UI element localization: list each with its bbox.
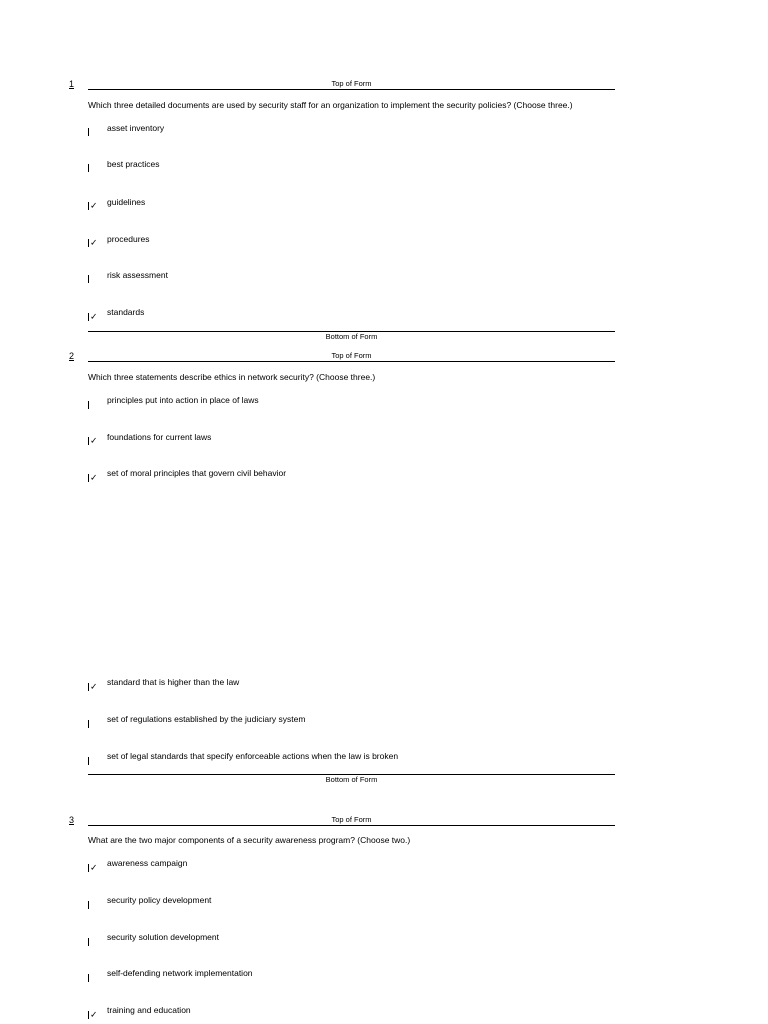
option-label: best practices	[107, 159, 160, 169]
option-checkbox-checked[interactable]	[88, 310, 102, 322]
check-icon: ✓	[90, 472, 98, 483]
question-number[interactable]: 3	[69, 815, 75, 825]
option-checkbox-checked[interactable]	[88, 861, 102, 873]
option-label: foundations for current laws	[107, 432, 212, 442]
option-checkbox[interactable]	[88, 161, 102, 173]
top-of-form-label: Top of Form	[331, 815, 372, 824]
option-checkbox[interactable]	[88, 272, 102, 284]
option-checkbox[interactable]	[88, 398, 102, 410]
option-label: set of regulations established by the judiciary system	[107, 714, 306, 724]
option-checkbox[interactable]	[88, 898, 102, 910]
option-checkbox-checked[interactable]	[88, 199, 102, 211]
option-label: procedures	[107, 234, 150, 244]
question-text: What are the two major components of a security awareness program? (Choose two.)	[88, 835, 411, 845]
option-label: awareness campaign	[107, 858, 188, 868]
check-icon: ✓	[90, 681, 98, 692]
option-checkbox-checked[interactable]	[88, 1008, 102, 1020]
check-icon: ✓	[90, 311, 98, 322]
option-checkbox-checked[interactable]	[88, 434, 102, 446]
option-label: standard that is higher than the law	[107, 677, 240, 687]
top-of-form-rule	[88, 361, 615, 362]
check-icon: ✓	[90, 237, 98, 248]
option-label: set of moral principles that govern civil behavior	[107, 468, 287, 478]
question-number[interactable]: 2	[69, 351, 75, 361]
option-checkbox-checked[interactable]	[88, 471, 102, 483]
check-icon: ✓	[90, 435, 98, 446]
option-label: guidelines	[107, 197, 146, 207]
option-checkbox-checked[interactable]	[88, 236, 102, 248]
option-label: standards	[107, 307, 145, 317]
bottom-of-form-label: Bottom of Form	[325, 775, 378, 784]
option-checkbox[interactable]	[88, 717, 102, 729]
option-label: set of legal standards that specify enforceable actions when the law is broken	[107, 751, 399, 761]
option-checkbox[interactable]	[88, 935, 102, 947]
option-label: security solution development	[107, 932, 219, 942]
option-label: self-defending network implementation	[107, 968, 253, 978]
option-checkbox[interactable]	[88, 971, 102, 983]
option-label: principles put into action in place of laws	[107, 395, 259, 405]
option-label: risk assessment	[107, 270, 168, 280]
top-of-form-label: Top of Form	[331, 79, 372, 88]
option-label: security policy development	[107, 895, 212, 905]
top-of-form-rule	[88, 89, 615, 90]
option-checkbox-checked[interactable]	[88, 680, 102, 692]
question-text: Which three statements describe ethics in network security? (Choose three.)	[88, 372, 376, 382]
option-checkbox[interactable]	[88, 125, 102, 137]
bottom-of-form-label: Bottom of Form	[325, 332, 378, 341]
option-checkbox[interactable]	[88, 754, 102, 766]
option-label: asset inventory	[107, 123, 165, 133]
top-of-form-label: Top of Form	[331, 351, 372, 360]
question-text: Which three detailed documents are used by security staff for an organization to implement the security policies? (Choose three.)	[88, 100, 573, 110]
check-icon: ✓	[90, 200, 98, 211]
option-label: training and education	[107, 1005, 191, 1015]
question-number[interactable]: 1	[69, 79, 75, 89]
check-icon: ✓	[90, 1009, 98, 1020]
top-of-form-rule	[88, 825, 615, 826]
check-icon: ✓	[90, 862, 98, 873]
